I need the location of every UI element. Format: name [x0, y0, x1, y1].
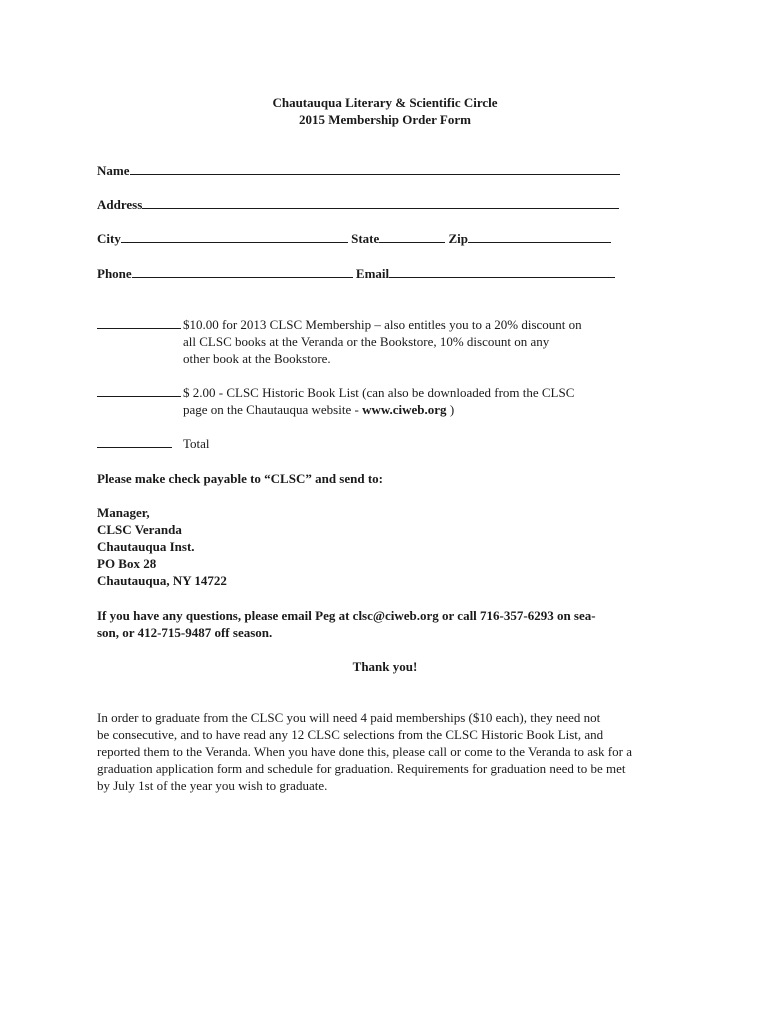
name-blank-line[interactable] — [130, 163, 620, 175]
booklist-line2-suffix: ) — [446, 402, 455, 417]
form-title: Chautauqua Literary & Scientific Circle — [272, 95, 498, 110]
phone-blank-line[interactable] — [132, 266, 353, 278]
contact-line2: son, or 412-715-9487 off season. — [97, 625, 273, 640]
email-label: Email — [355, 266, 390, 281]
state-blank-line[interactable] — [379, 231, 445, 243]
total-label: Total — [183, 436, 210, 451]
contact-line1: If you have any questions, please email Peg at clsc@ciweb.org or call 716-357-6293 on sea- — [97, 608, 596, 623]
mailing-address-line: Chautauqua, NY 14722 — [97, 573, 227, 588]
city-state-zip-row — [97, 231, 611, 247]
mailing-address-line: PO Box 28 — [97, 556, 157, 571]
address-label: Address — [97, 197, 143, 212]
payment-instruction: Please make check payable to “CLSC” and send to: — [97, 471, 384, 486]
graduation-line: graduation application form and schedule for graduation. Requirements for graduation need to be met — [97, 761, 626, 776]
address-field[interactable] — [97, 197, 619, 213]
zip-blank-line[interactable] — [468, 231, 611, 243]
graduation-line: In order to graduate from the CLSC you will need 4 paid memberships ($10 each), they need not — [97, 710, 601, 725]
city-blank-line[interactable] — [121, 231, 348, 243]
ciweb-link[interactable]: www.ciweb.org — [362, 402, 447, 417]
form-subtitle: 2015 Membership Order Form — [299, 112, 471, 127]
membership-option-line2: all CLSC books at the Veranda or the Bookstore, 10% discount on any — [183, 334, 550, 349]
name-label: Name — [97, 163, 130, 178]
mailing-address-line: Chautauqua Inst. — [97, 539, 195, 554]
zip-label: Zip — [448, 231, 469, 246]
mailing-address-line: CLSC Veranda — [97, 522, 182, 537]
booklist-amount-blank[interactable] — [97, 385, 181, 397]
graduation-line: be consecutive, and to have read any 12 CLSC selections from the CLSC Historic Book List, and — [97, 727, 604, 742]
city-label: City — [97, 231, 121, 246]
booklist-option-line2 — [183, 401, 454, 418]
email-blank-line[interactable] — [389, 266, 615, 278]
membership-option-line1: $10.00 for 2013 CLSC Membership – also entitles you to a 20% discount on — [183, 317, 582, 332]
address-blank-line[interactable] — [142, 197, 619, 209]
graduation-line: reported them to the Veranda. When you have done this, please call or come to the Veranda to ask for a — [97, 744, 632, 759]
graduation-line: by July 1st of the year you wish to graduate. — [97, 778, 328, 793]
name-field[interactable] — [97, 163, 620, 179]
thank-you-text: Thank you! — [352, 659, 418, 674]
membership-option-line3: other book at the Bookstore. — [183, 351, 331, 366]
membership-amount-blank[interactable] — [97, 317, 181, 329]
state-label: State — [351, 231, 380, 246]
booklist-line2-prefix: page on the Chautauqua website - — [183, 402, 363, 417]
phone-label: Phone — [97, 266, 132, 281]
mailing-address-line: Manager, — [97, 505, 150, 520]
total-amount-blank[interactable] — [97, 436, 172, 448]
booklist-option-line1: $ 2.00 - CLSC Historic Book List (can also be downloaded from the CLSC — [183, 385, 575, 400]
phone-email-row — [97, 266, 615, 282]
